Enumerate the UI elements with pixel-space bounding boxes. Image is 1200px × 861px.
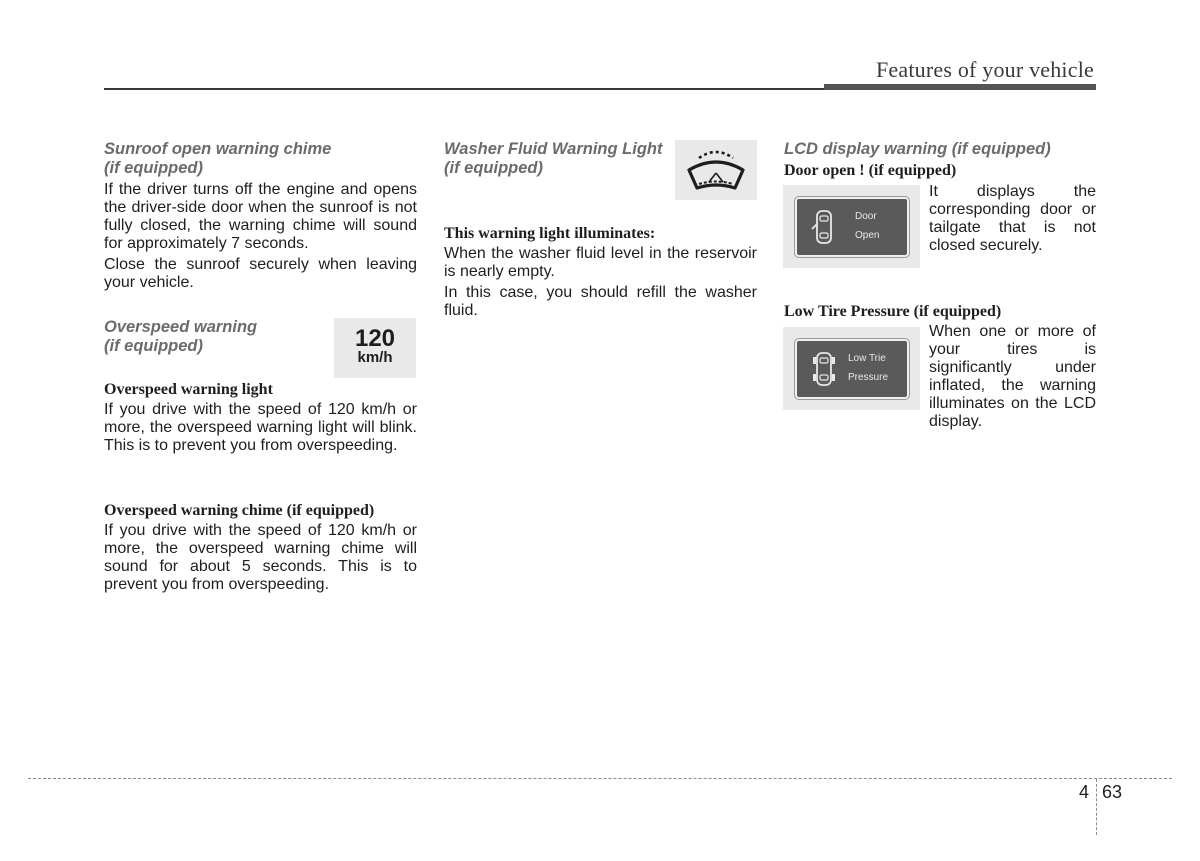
door-lcd-line1: Door bbox=[855, 211, 877, 222]
washer-heading: Washer Fluid Warning Light bbox=[444, 140, 663, 158]
washer-fluid-icon bbox=[675, 140, 757, 200]
overspeed-heading-qualifier: (if equipped) bbox=[104, 337, 203, 355]
door-open-description bbox=[929, 183, 1096, 255]
footer-rule bbox=[28, 778, 1172, 779]
washer-paragraph-2: In this case, you should refill the washer fluid. bbox=[444, 284, 757, 319]
door-open-paragraph: It displays the corresponding door or tailgate that is not closed securely. bbox=[929, 183, 1096, 254]
illuminates-subheading: This warning light illuminates: bbox=[444, 225, 656, 242]
overspeed-chime-paragraph: If you drive with the speed of 120 km/h or more, the overspeed warning chime will sound for about 5 seconds. This is to prevent you from overspeeding. bbox=[104, 522, 417, 593]
sunroof-paragraph-2: Close the sunroof securely when leaving your vehicle. bbox=[104, 256, 417, 291]
tire-lcd-line2: Pressure bbox=[848, 372, 889, 383]
tire-paragraph: When one or more of your tires is significantly under inflated, the warning illuminates on the LCD display. bbox=[929, 323, 1096, 430]
lcd-heading-block bbox=[784, 140, 1096, 180]
overspeed-chime-subheading: Overspeed warning chime (if equipped) bbox=[104, 502, 375, 519]
washer-section bbox=[444, 224, 757, 320]
low-tire-lcd-screen bbox=[795, 339, 909, 399]
sunroof-section bbox=[104, 140, 417, 292]
washer-heading-qualifier: (if equipped) bbox=[444, 159, 543, 177]
car-tire-icon bbox=[811, 350, 837, 388]
section-number: 4 bbox=[1079, 782, 1090, 802]
overspeed-chime-section bbox=[104, 501, 417, 594]
sunroof-heading-qualifier: (if equipped) bbox=[104, 159, 203, 177]
speed-icon-value: 120 bbox=[354, 325, 396, 352]
door-open-subheading: Door open ! (if equipped) bbox=[784, 162, 957, 179]
washer-fluid-icon-graphic bbox=[675, 140, 757, 200]
overspeed-heading: Overspeed warning bbox=[104, 318, 258, 336]
overspeed-light-paragraph: If you drive with the speed of 120 km/h or more, the overspeed warning light will blink. This is to prevent you from overspeeding. bbox=[104, 401, 417, 454]
overspeed-heading-block bbox=[104, 318, 324, 356]
page-header-title: Features of your vehicle bbox=[875, 57, 1094, 82]
car-door-open-icon bbox=[811, 208, 837, 246]
door-lcd-line2: Open bbox=[855, 230, 880, 241]
overspeed-light-section bbox=[104, 380, 417, 455]
page-number: 63 bbox=[1102, 782, 1123, 802]
door-open-lcd-screen bbox=[795, 197, 909, 257]
lcd-heading: LCD display warning (if equipped) bbox=[784, 140, 1051, 158]
overspeed-light-subheading: Overspeed warning light bbox=[104, 381, 273, 398]
overspeed-icon bbox=[334, 318, 416, 378]
sunroof-heading: Sunroof open warning chime bbox=[104, 140, 332, 158]
tire-description bbox=[929, 323, 1096, 431]
header-rule bbox=[104, 88, 826, 90]
tire-subheading: Low Tire Pressure (if equipped) bbox=[784, 303, 1002, 320]
washer-paragraph-1: When the washer fluid level in the reservoir is nearly empty. bbox=[444, 245, 757, 280]
tire-subheading-block bbox=[784, 302, 1096, 321]
door-open-lcd-icon bbox=[783, 185, 920, 268]
tire-lcd-line1: Low Trie bbox=[848, 353, 886, 364]
footer-divider bbox=[1096, 779, 1097, 835]
speed-icon-unit: km/h bbox=[357, 349, 393, 366]
low-tire-lcd-icon bbox=[783, 327, 920, 410]
washer-heading-block bbox=[444, 140, 679, 178]
sunroof-paragraph-1: If the driver turns off the engine and opens the driver-side door when the sunroof is not fully closed, the warning chime will sound for approximately 7 seconds. bbox=[104, 181, 417, 252]
header-rule-accent bbox=[824, 84, 1096, 90]
